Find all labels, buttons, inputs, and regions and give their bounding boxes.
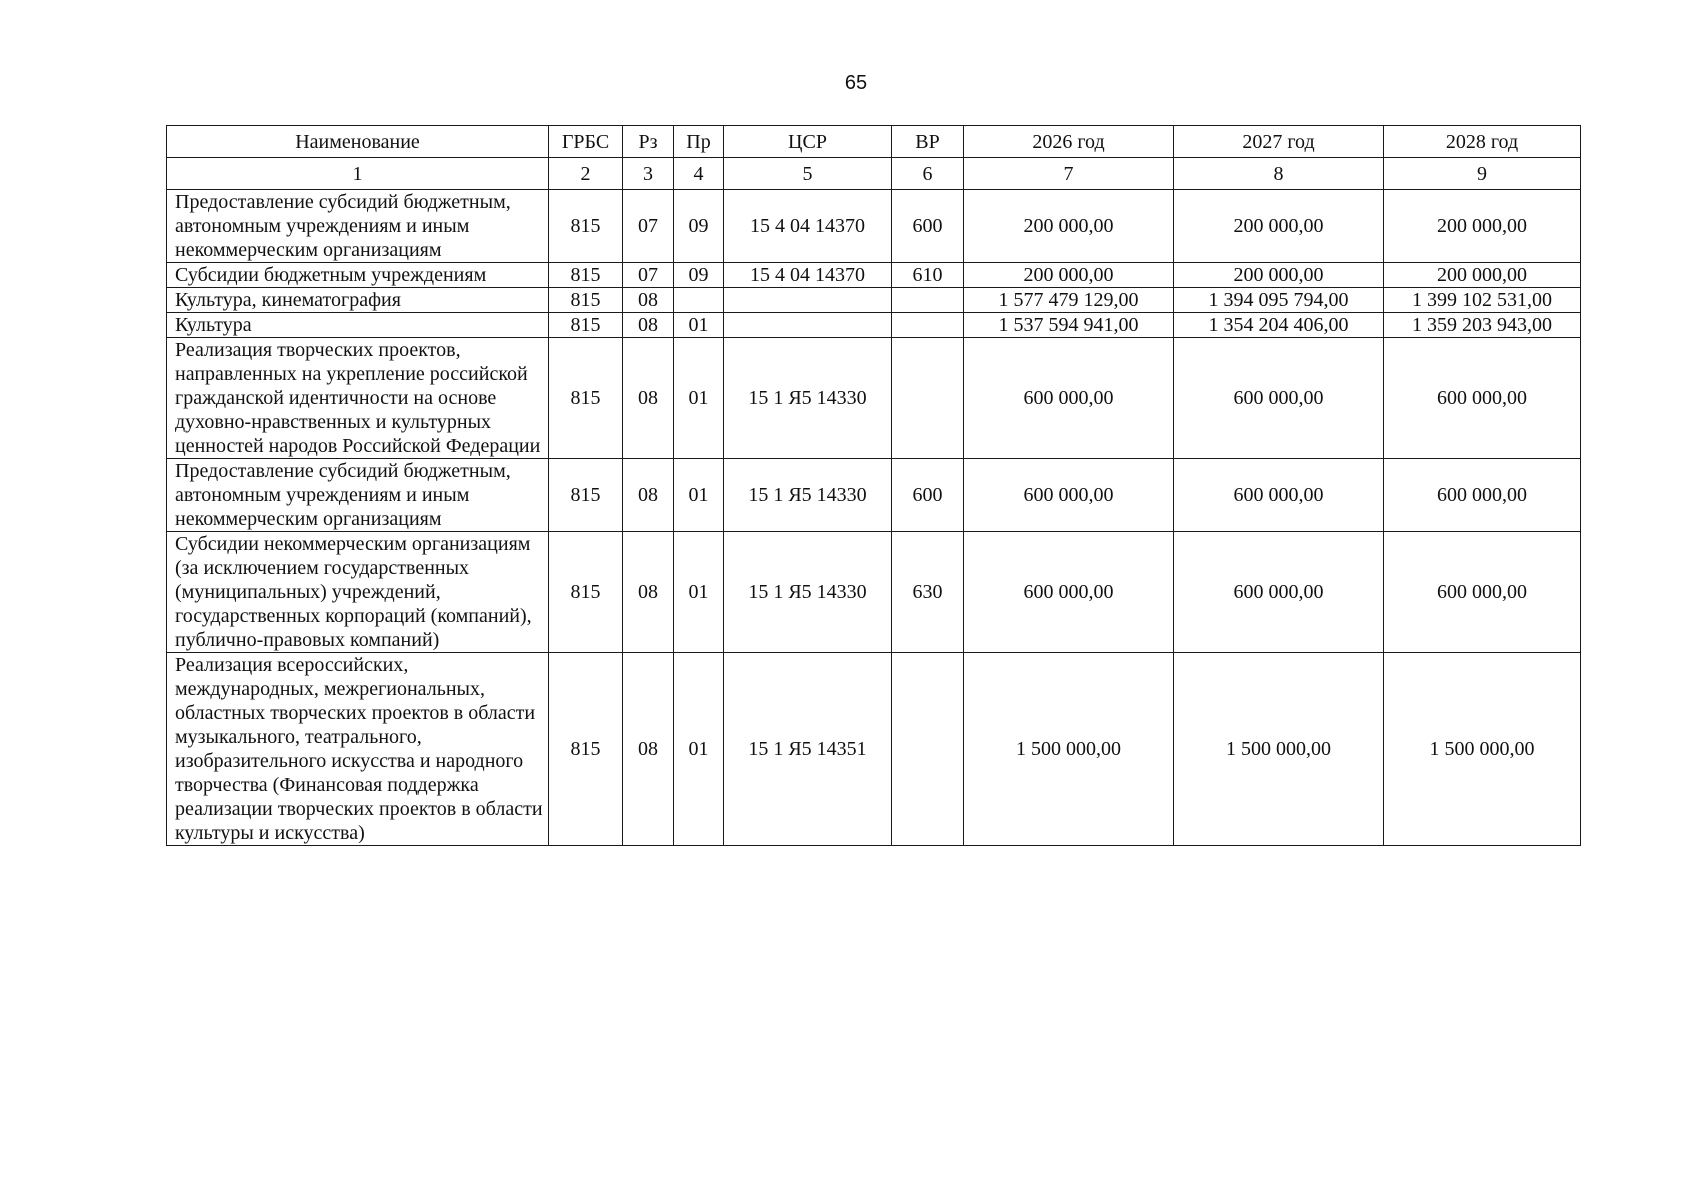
row-amount-2026: 1 500 000,00	[964, 653, 1174, 846]
row-grbs: 815	[549, 338, 623, 459]
table-row	[167, 653, 1581, 846]
row-amount-2028: 600 000,00	[1384, 338, 1581, 459]
table-row	[167, 338, 1581, 459]
row-csr: 15 4 04 14370	[724, 190, 892, 263]
page-number: 65	[844, 72, 868, 94]
table-row	[167, 190, 1581, 263]
row-grbs: 815	[549, 653, 623, 846]
table-row	[167, 532, 1581, 653]
index-cell: 1	[167, 158, 549, 190]
row-csr: 15 1 Я5 14351	[724, 653, 892, 846]
row-name: Предоставление субсидий бюджетным, автономным учреждениям и иным некоммерческим организациям	[167, 459, 549, 532]
index-cell: 7	[964, 158, 1174, 190]
index-cell: 3	[623, 158, 674, 190]
row-grbs: 815	[549, 190, 623, 263]
header-name: Наименование	[167, 126, 549, 158]
index-cell: 6	[892, 158, 964, 190]
row-amount-2026: 1 537 594 941,00	[964, 313, 1174, 338]
index-cell: 2	[549, 158, 623, 190]
index-cell: 5	[724, 158, 892, 190]
row-amount-2027: 1 394 095 794,00	[1174, 288, 1384, 313]
row-amount-2028: 600 000,00	[1384, 532, 1581, 653]
row-rz: 08	[623, 313, 674, 338]
row-grbs: 815	[549, 263, 623, 288]
header-csr: ЦСР	[724, 126, 892, 158]
row-pr	[674, 288, 724, 313]
row-amount-2027: 600 000,00	[1174, 459, 1384, 532]
row-pr: 09	[674, 190, 724, 263]
row-vr	[892, 313, 964, 338]
row-csr	[724, 313, 892, 338]
row-rz: 08	[623, 288, 674, 313]
index-cell: 9	[1384, 158, 1581, 190]
row-amount-2028: 600 000,00	[1384, 459, 1581, 532]
row-grbs: 815	[549, 459, 623, 532]
row-vr: 630	[892, 532, 964, 653]
row-amount-2026: 600 000,00	[964, 459, 1174, 532]
header-rz: Рз	[623, 126, 674, 158]
table-row	[167, 288, 1581, 313]
row-grbs: 815	[549, 288, 623, 313]
row-name: Культура	[167, 313, 549, 338]
header-2027: 2027 год	[1174, 126, 1384, 158]
row-csr	[724, 288, 892, 313]
row-csr: 15 1 Я5 14330	[724, 459, 892, 532]
row-pr: 01	[674, 653, 724, 846]
row-pr: 01	[674, 338, 724, 459]
row-amount-2027: 600 000,00	[1174, 338, 1384, 459]
row-amount-2028: 200 000,00	[1384, 190, 1581, 263]
header-2026: 2026 год	[964, 126, 1174, 158]
budget-table	[166, 125, 1581, 846]
row-rz: 07	[623, 190, 674, 263]
table-row	[167, 263, 1581, 288]
row-rz: 08	[623, 532, 674, 653]
row-amount-2028: 1 359 203 943,00	[1384, 313, 1581, 338]
row-vr: 600	[892, 459, 964, 532]
index-cell: 8	[1174, 158, 1384, 190]
row-rz: 08	[623, 338, 674, 459]
column-index-row	[167, 158, 1581, 190]
row-name: Предоставление субсидий бюджетным, автономным учреждениям и иным некоммерческим организациям	[167, 190, 549, 263]
row-name: Культура, кинематография	[167, 288, 549, 313]
header-vr: ВР	[892, 126, 964, 158]
row-amount-2026: 200 000,00	[964, 190, 1174, 263]
row-vr: 610	[892, 263, 964, 288]
row-rz: 08	[623, 653, 674, 846]
row-grbs: 815	[549, 313, 623, 338]
row-amount-2027: 1 500 000,00	[1174, 653, 1384, 846]
row-amount-2026: 1 577 479 129,00	[964, 288, 1174, 313]
row-amount-2026: 600 000,00	[964, 338, 1174, 459]
row-amount-2028: 1 399 102 531,00	[1384, 288, 1581, 313]
row-csr: 15 4 04 14370	[724, 263, 892, 288]
table-row	[167, 459, 1581, 532]
row-pr: 01	[674, 313, 724, 338]
table-row	[167, 313, 1581, 338]
row-rz: 07	[623, 263, 674, 288]
header-2028: 2028 год	[1384, 126, 1581, 158]
row-amount-2027: 200 000,00	[1174, 190, 1384, 263]
row-amount-2028: 200 000,00	[1384, 263, 1581, 288]
header-grbs: ГРБС	[549, 126, 623, 158]
row-amount-2026: 200 000,00	[964, 263, 1174, 288]
row-pr: 01	[674, 532, 724, 653]
index-cell: 4	[674, 158, 724, 190]
row-name: Субсидии некоммерческим организациям (за исключением государственных (муниципальных) учреждений, государственных корпораций (компаний), публично-правовых компаний)	[167, 532, 549, 653]
row-grbs: 815	[549, 532, 623, 653]
row-amount-2027: 1 354 204 406,00	[1174, 313, 1384, 338]
header-row	[167, 126, 1581, 158]
row-amount-2027: 200 000,00	[1174, 263, 1384, 288]
row-pr: 01	[674, 459, 724, 532]
row-rz: 08	[623, 459, 674, 532]
row-vr	[892, 288, 964, 313]
row-amount-2028: 1 500 000,00	[1384, 653, 1581, 846]
row-csr: 15 1 Я5 14330	[724, 338, 892, 459]
row-vr	[892, 338, 964, 459]
row-amount-2026: 600 000,00	[964, 532, 1174, 653]
header-pr: Пр	[674, 126, 724, 158]
row-pr: 09	[674, 263, 724, 288]
row-name: Субсидии бюджетным учреждениям	[167, 263, 549, 288]
row-amount-2027: 600 000,00	[1174, 532, 1384, 653]
row-vr: 600	[892, 190, 964, 263]
row-vr	[892, 653, 964, 846]
row-name: Реализация всероссийских, международных, межрегиональных, областных творческих проектов в области музыкального, театрального, изобразительного искусства и народного творчества (Финансовая поддержка реализации творческих проектов в области культуры и искусства)	[167, 653, 549, 846]
row-csr: 15 1 Я5 14330	[724, 532, 892, 653]
row-name: Реализация творческих проектов, направленных на укрепление российской гражданской идентичности на основе духовно-нравственных и культурных ценностей народов Российской Федерации	[167, 338, 549, 459]
